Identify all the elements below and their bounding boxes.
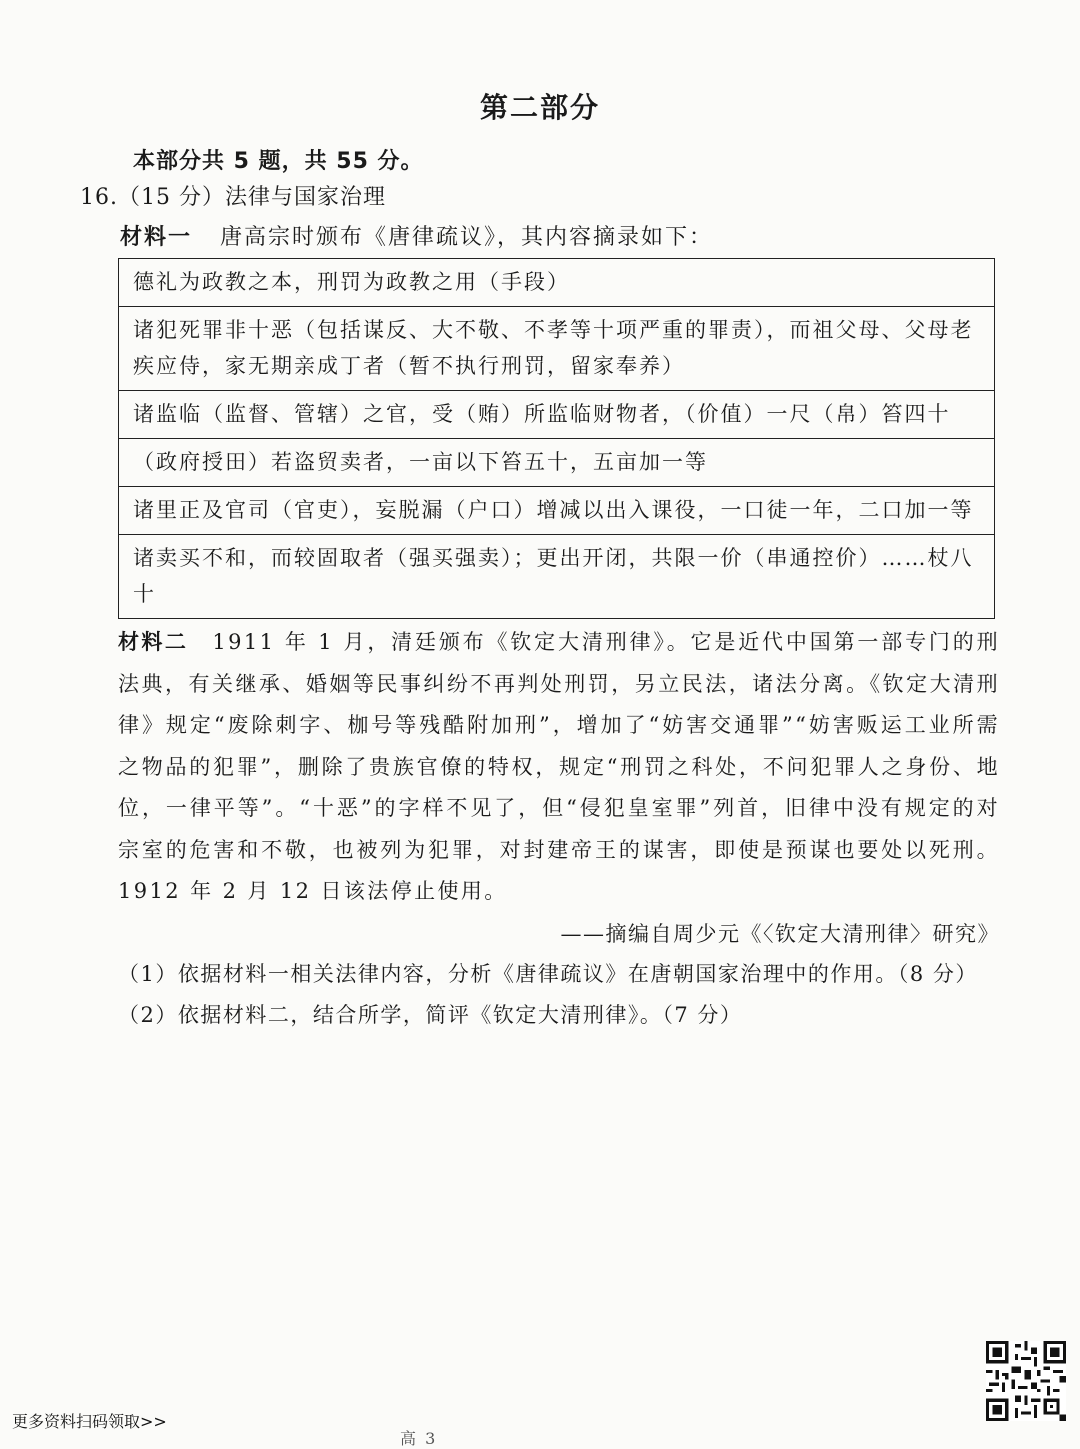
table-cell: 诸监临（监督、管辖）之官，受（贿）所监临财物者，（价值）一尺（帛）笞四十 — [119, 391, 995, 439]
footer-link[interactable]: 更多资料扫码领取>> — [12, 1412, 167, 1431]
table-row — [119, 487, 995, 535]
table-cell: 诸里正及官司（官吏），妄脱漏（户口）增减以出入课役，一口徒一年，二口加一等 — [119, 487, 995, 535]
page-number: 高 3 — [400, 1429, 438, 1448]
table-cell: 诸犯死罪非十恶（包括谋反、大不敬、不孝等十项严重的罪责），而祖父母、父母老疾应侍，家无期亲成丁者（暂不执行刑罚，留家奉养） — [119, 307, 995, 391]
material-2-paragraph — [118, 622, 1000, 913]
sub-question-1: （1）依据材料一相关法律内容，分析《唐律疏议》在唐朝国家治理中的作用。（8 分） — [118, 962, 978, 986]
table-cell: 德礼为政教之本，刑罚为政教之用（手段） — [119, 259, 995, 307]
table-row — [119, 259, 995, 307]
section-intro: 本部分共 5 题，共 55 分。 — [133, 149, 424, 174]
table-row — [119, 535, 995, 619]
table-cell: （政府授田）若盗贸卖者，一亩以下笞五十，五亩加一等 — [119, 439, 995, 487]
material-1-intro — [120, 220, 713, 251]
material-2-label: 材料二 — [118, 630, 189, 654]
question-header: 16.（15 分）法律与国家治理 — [80, 185, 386, 210]
section-title: 第二部分 — [479, 91, 600, 124]
table-row — [119, 307, 995, 391]
table-row — [119, 439, 995, 487]
source-citation: ——摘编自周少元《〈钦定大清刑律〉研究》 — [560, 922, 1000, 946]
sub-question-2: （2）依据材料二，结合所学，简评《钦定大清刑律》。（7 分） — [118, 1003, 743, 1027]
material-1-label: 材料一 — [120, 225, 193, 250]
law-excerpt-table — [118, 258, 995, 619]
material-2-text: 1911 年 1 月，清廷颁布《钦定大清刑律》。它是近代中国第一部专门的刑法典，有关继承、婚姻等民事纠纷不再判处刑罚，另立民法，诸法分离。《钦定大清刑律》规定“废除刺字、枷号等残酷附加刑”，增加了“妨害交通罪”“妨害贩运工业所需之物品的犯罪”，删除了贵族官僚的特权，规定“刑罚之科处，不问犯罪人之身份、地位，一律平等”。“十恶”的字样不见了，但“侵犯皇室罪”列首，旧律中没有规定的对宗室的危害和不敬，也被列为犯罪，对封建帝王的谋害，即使是预谋也要处以死刑。1912 年 2 月 12 日该法停止使用。 — [118, 630, 1000, 903]
material-1-text: 唐高宗时颁布《唐律疏议》，其内容摘录如下： — [220, 225, 714, 250]
qr-code-icon[interactable] — [986, 1341, 1066, 1421]
table-cell: 诸卖买不和，而较固取者（强买强卖）；更出开闭，共限一价（串通控价）……杖八十 — [119, 535, 995, 619]
table-row — [119, 391, 995, 439]
